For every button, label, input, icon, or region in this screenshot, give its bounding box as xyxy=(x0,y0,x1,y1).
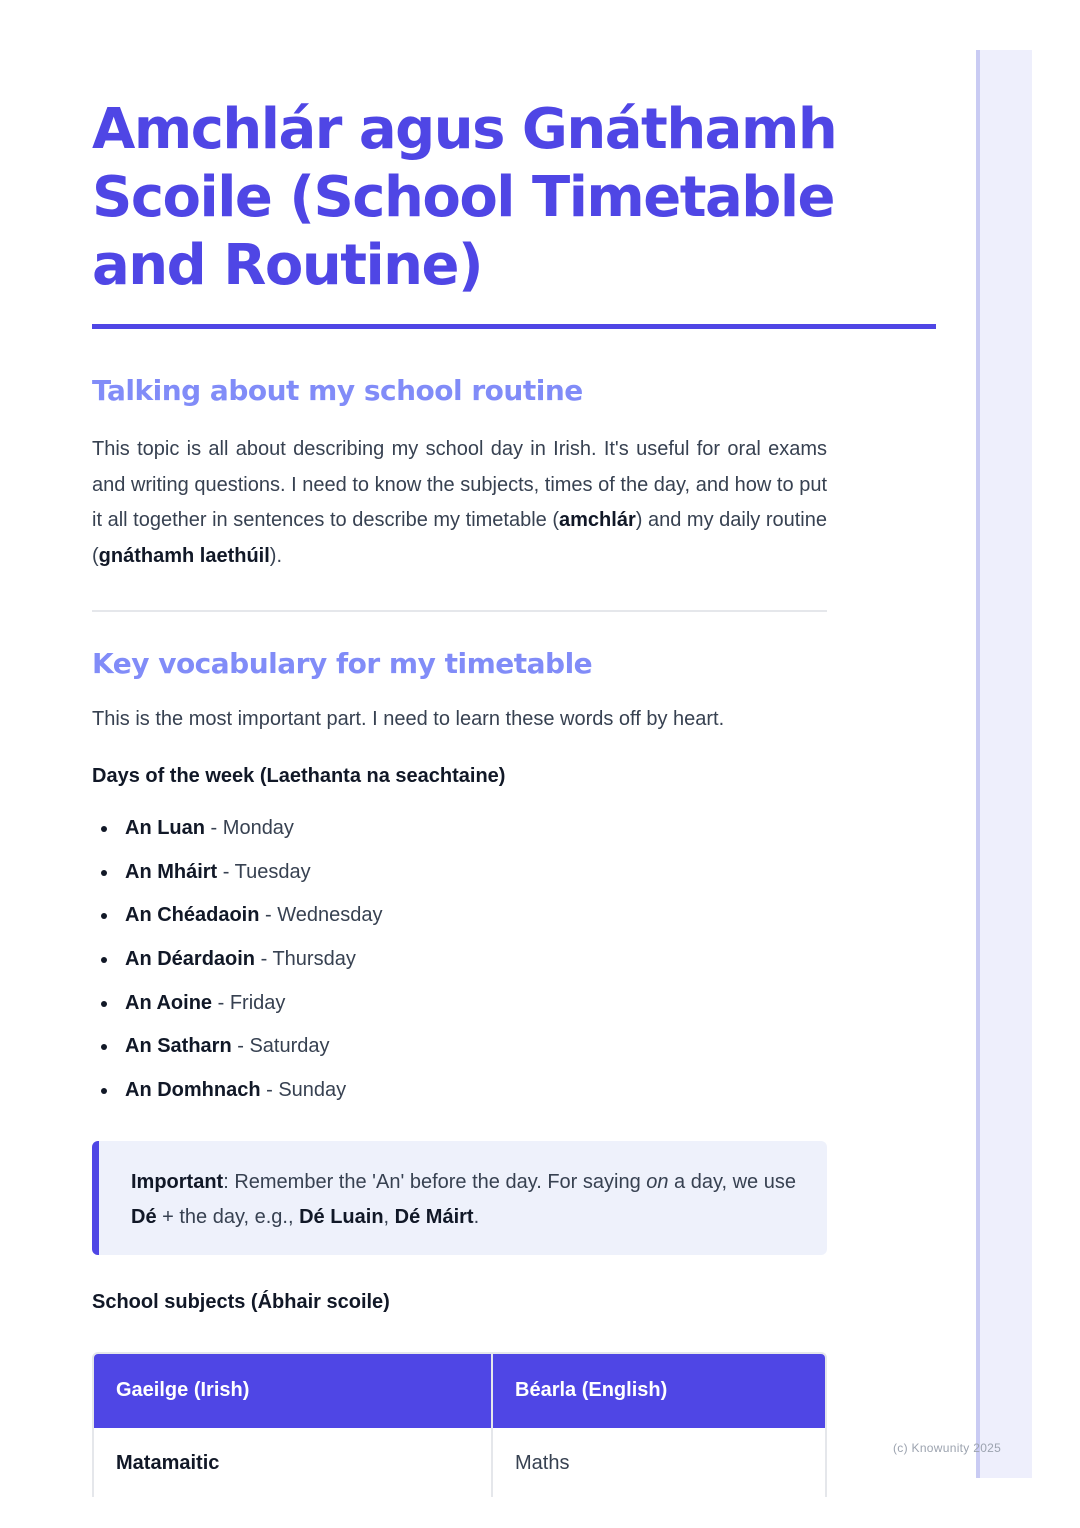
term-gnathamh: gnáthamh laethúil xyxy=(98,544,270,567)
callout-term: Dé Máirt xyxy=(394,1205,474,1228)
bullet-icon xyxy=(101,913,107,919)
column-header-english: Béarla (English) xyxy=(492,1354,825,1428)
routine-text-2: ) and my daily routine ( xyxy=(92,509,827,567)
day-english: Sunday xyxy=(278,1079,347,1102)
list-item xyxy=(92,988,827,1032)
list-item xyxy=(92,1031,827,1075)
day-english: Saturday xyxy=(249,1035,330,1058)
bullet-icon xyxy=(101,1088,107,1094)
bullet-icon xyxy=(101,1044,107,1050)
day-sep: - xyxy=(255,948,273,971)
day-irish: An Mháirt xyxy=(125,860,218,883)
table-cell: Maths xyxy=(492,1428,825,1497)
routine-text-1: This topic is all about describing my school day in Irish. It's useful for oral exams and writing questions. I need to know the subjects, times of the day, and how to put it all together in sentences to describe my timetable ( xyxy=(92,438,827,531)
bullet-icon xyxy=(101,826,107,832)
day-sep: - xyxy=(260,1079,279,1102)
document-page xyxy=(92,96,936,1497)
callout-label: Important xyxy=(131,1170,224,1193)
day-english: Friday xyxy=(229,991,286,1014)
section-heading-routine: Talking about my school routine xyxy=(92,374,583,407)
bullet-icon xyxy=(101,870,107,876)
day-sep: - xyxy=(212,991,230,1014)
list-item xyxy=(92,944,827,988)
side-panel-border xyxy=(976,50,980,1478)
day-sep: - xyxy=(259,904,278,927)
list-item xyxy=(92,1075,827,1119)
table-cell: Matamaitic xyxy=(116,1452,220,1475)
section-divider xyxy=(92,610,827,612)
list-item xyxy=(92,813,827,857)
page-title: Amchlár agus Gnáthamh Scoile (School Timetable and Routine) xyxy=(92,97,837,298)
day-sep: - xyxy=(205,817,223,839)
subjects-heading: School subjects (Ábhair scoile) xyxy=(92,1290,390,1313)
term-amchlar: amchlár xyxy=(559,509,636,531)
bullet-icon xyxy=(101,1001,107,1007)
day-sep: - xyxy=(231,1035,250,1058)
important-callout xyxy=(92,1141,827,1255)
callout-text: . xyxy=(473,1205,480,1228)
day-english: Tuesday xyxy=(234,860,311,883)
side-panel xyxy=(976,50,1032,1478)
callout-text: , xyxy=(383,1205,395,1228)
content xyxy=(92,373,827,1497)
day-irish: An Déardaoin xyxy=(125,948,256,971)
bullet-icon xyxy=(101,957,107,963)
day-irish: An Aoine xyxy=(125,991,213,1014)
days-heading: Days of the week (Laethanta na seachtaine) xyxy=(92,765,506,787)
routine-paragraph xyxy=(92,432,827,574)
table-header-row xyxy=(94,1354,825,1428)
copyright-text: (c) Knowunity 2025 xyxy=(893,1441,1002,1455)
callout-text: a day, we use xyxy=(668,1170,796,1193)
callout-term: Dé Luain xyxy=(299,1205,384,1228)
day-irish: An Domhnach xyxy=(125,1079,261,1102)
callout-term: Dé xyxy=(131,1205,157,1228)
table-row xyxy=(94,1428,825,1497)
section-heading-vocab: Key vocabulary for my timetable xyxy=(92,647,593,680)
day-english: Wednesday xyxy=(277,904,383,927)
list-item xyxy=(92,857,827,901)
routine-text-3: ). xyxy=(269,544,283,567)
list-item xyxy=(92,900,827,944)
callout-text: + the day, e.g., xyxy=(156,1205,300,1228)
title-rule xyxy=(92,324,936,329)
callout-emphasis: on xyxy=(646,1170,669,1193)
day-english: Monday xyxy=(222,817,294,839)
vocab-intro: This is the most important part. I need to learn these words off by heart. xyxy=(92,708,725,730)
days-list xyxy=(92,813,827,1119)
column-header-irish: Gaeilge (Irish) xyxy=(94,1354,492,1428)
day-irish: An Luan xyxy=(125,817,205,839)
day-english: Thursday xyxy=(272,948,356,971)
day-sep: - xyxy=(217,860,235,883)
callout-text: : Remember the 'An' before the day. For saying xyxy=(223,1170,647,1193)
day-irish: An Satharn xyxy=(125,1035,232,1058)
subjects-table xyxy=(92,1352,827,1497)
day-irish: An Chéadaoin xyxy=(125,904,260,927)
